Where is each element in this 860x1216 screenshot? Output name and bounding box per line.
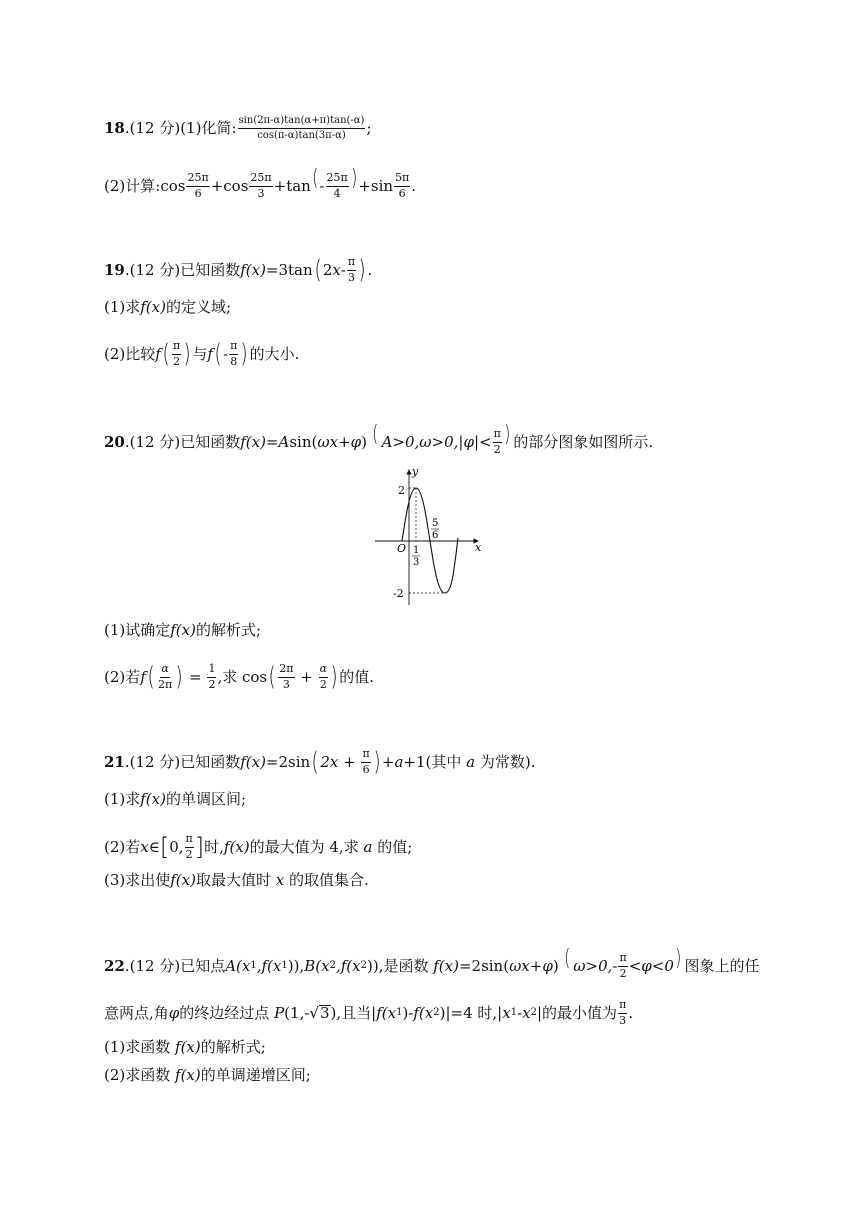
tick-label-den: 6 — [432, 530, 439, 541]
left-bracket: [ — [159, 832, 170, 861]
text: (1)求 — [104, 298, 141, 316]
left-paren: ( — [162, 338, 170, 369]
function-name: f — [155, 344, 161, 363]
x-axis-label: x — [475, 541, 482, 554]
punct: . — [411, 176, 417, 195]
text: (2)若 — [104, 837, 141, 856]
text: cos — [160, 176, 186, 195]
fraction-denominator: 3 — [619, 1013, 627, 1027]
fraction — [229, 340, 238, 368]
sine-curve — [402, 488, 458, 593]
function-name: f(x) — [433, 956, 459, 975]
fraction-numerator: 25π — [326, 172, 349, 187]
text: ωx+φ — [317, 432, 362, 451]
left-paren: ( — [563, 946, 571, 972]
text: =A — [265, 432, 290, 451]
variable: P — [274, 1003, 285, 1022]
question-text: .(12 分)已知函数 — [124, 432, 241, 451]
left-paren: ( — [314, 254, 322, 285]
question-number: 18 — [104, 118, 125, 137]
left-paren: ( — [214, 338, 222, 369]
fraction-numerator: π — [618, 952, 627, 967]
fraction — [394, 172, 410, 200]
text: 的终边经过点 — [179, 1003, 275, 1022]
text: +sin — [358, 176, 394, 195]
question-text: .(12 分)已知函数 — [124, 752, 241, 771]
right-paren: ) — [330, 661, 338, 692]
fraction-numerator: π — [172, 340, 181, 355]
text: 的单调区间; — [165, 790, 247, 808]
text: 时, — [204, 837, 224, 856]
text: 的值; — [372, 837, 413, 856]
fraction-denominator: 6 — [194, 186, 202, 200]
function-name: f(x) — [240, 432, 266, 451]
text: (1)求 — [104, 790, 141, 808]
right-paren: ) — [373, 746, 381, 777]
text: ∈ — [148, 837, 160, 856]
tick-label-den: 3 — [413, 557, 420, 568]
fraction — [319, 663, 328, 691]
variable: x — [275, 871, 285, 889]
text: 的值. — [339, 667, 375, 686]
fraction-numerator: α — [319, 663, 328, 678]
fraction-denominator: 6 — [362, 762, 370, 776]
fraction-denominator: 2 — [208, 677, 216, 691]
text: ),且当| — [330, 1003, 377, 1022]
text: ,f(x — [256, 956, 282, 975]
text: ) — [552, 956, 559, 975]
q20-part1 — [104, 623, 261, 638]
fraction — [172, 340, 181, 368]
sine-graph — [370, 460, 500, 610]
right-paren: ) — [358, 254, 366, 285]
text: ,f(x — [335, 956, 361, 975]
text: )- — [402, 1003, 414, 1022]
text: + — [295, 667, 318, 686]
left-paren: ( — [311, 746, 319, 777]
q20-part2 — [104, 663, 374, 691]
q22-part1 — [104, 1040, 266, 1055]
text: = — [184, 667, 207, 686]
text: (2)比较 — [104, 344, 156, 363]
text: sin( — [289, 432, 318, 451]
text: )), — [287, 956, 305, 975]
fraction — [618, 999, 627, 1027]
subscript: 2 — [530, 1007, 537, 1019]
variable: φ — [168, 1003, 180, 1022]
variable: a — [363, 837, 373, 856]
question-number: 20 — [104, 432, 125, 451]
text: f(x — [413, 1003, 434, 1022]
text: 2x + — [320, 752, 361, 771]
text: x — [502, 1003, 511, 1022]
text: - — [340, 260, 346, 279]
variable: x — [140, 837, 149, 856]
left-paren: ( — [372, 422, 379, 448]
fraction — [326, 172, 349, 200]
fraction-denominator: 2 — [493, 442, 501, 456]
text: 与 — [192, 344, 208, 363]
text: 的部分图象如图所示. — [513, 432, 654, 451]
fraction-denominator: 2 — [619, 966, 627, 980]
punct: ; — [366, 118, 372, 137]
fraction — [278, 663, 294, 691]
right-bracket: ] — [194, 832, 205, 861]
text: + — [381, 752, 395, 771]
punct: . — [628, 1003, 634, 1022]
right-paren: ) — [183, 338, 191, 369]
text: 的最大值为 4,求 — [249, 837, 364, 856]
question-text: .(12 分)(1)化简: — [124, 118, 237, 137]
q21-part3 — [104, 873, 369, 888]
fraction-denominator: 2 — [319, 677, 327, 691]
text: A(x — [225, 956, 251, 975]
q18-line2 — [104, 166, 417, 200]
text: <φ<0 — [628, 956, 674, 975]
sqrt — [309, 1005, 330, 1021]
fraction-denominator: 4 — [333, 186, 341, 200]
text: (2)若 — [104, 667, 141, 686]
fraction-numerator: π — [493, 428, 502, 443]
text: B(x — [304, 956, 330, 975]
q19-part2 — [104, 340, 299, 368]
text: 的大小. — [249, 344, 300, 363]
part-label: (2)计算: — [104, 176, 161, 195]
text: +1(其中 — [403, 752, 467, 771]
subscript: 2 — [329, 960, 336, 972]
q19-part1 — [104, 300, 231, 315]
text: 意两点,角 — [104, 1003, 169, 1022]
variable: a — [394, 752, 404, 771]
text: =3tan — [265, 260, 313, 279]
text: 取最大值时 — [195, 871, 276, 889]
fraction-denominator: 6 — [398, 186, 406, 200]
variable: x — [332, 260, 341, 279]
text: 的解析式; — [195, 621, 262, 639]
punct: . — [367, 260, 373, 279]
q22-line2 — [104, 999, 633, 1027]
q19-line1 — [104, 256, 372, 284]
function-name: f(x) — [240, 260, 266, 279]
text: |的最小值为 — [537, 1003, 618, 1022]
subscript: 2 — [360, 960, 367, 972]
fraction-numerator: 25π — [249, 172, 272, 187]
text: (2)求函数 — [104, 1066, 176, 1084]
text: ,求 cos — [217, 667, 268, 686]
fraction-numerator: π — [347, 256, 356, 271]
q21-part2 — [104, 833, 412, 861]
text: )|=4 时,| — [439, 1003, 503, 1022]
fraction — [157, 663, 173, 691]
subscript: 1 — [250, 960, 257, 972]
fraction-numerator: π — [618, 999, 627, 1014]
text: (3)求出使 — [104, 871, 171, 889]
q22-part2 — [104, 1068, 311, 1083]
fraction-denominator: 2 — [185, 847, 193, 861]
fraction-denominator: 3 — [348, 270, 356, 284]
text: (1,- — [284, 1003, 310, 1022]
fraction-numerator: 2π — [278, 663, 294, 678]
tick-label-num: 1 — [413, 545, 420, 556]
right-paren: ) — [240, 338, 249, 369]
text: 图象上的任 — [684, 956, 760, 975]
fraction — [618, 952, 627, 980]
fraction-denominator: 2 — [173, 354, 181, 368]
left-paren: ( — [312, 166, 319, 192]
origin-label: O — [397, 542, 407, 555]
fraction-denominator: 2π — [157, 677, 173, 691]
fraction-denominator: 8 — [230, 354, 238, 368]
text: =2sin — [265, 752, 311, 771]
text: - — [319, 176, 325, 195]
right-paren: ) — [675, 946, 682, 972]
left-paren: ( — [268, 661, 276, 692]
fraction — [238, 115, 366, 141]
text: f(x — [376, 1003, 397, 1022]
right-paren: ) — [504, 422, 511, 448]
q18-line1 — [104, 115, 372, 141]
fraction-numerator: sin(2π-α)tan(α+π)tan(-α) — [238, 115, 366, 129]
q20-line1 — [104, 422, 654, 456]
fraction-numerator: 5π — [394, 172, 410, 187]
right-paren: ) — [351, 166, 358, 192]
subscript: 2 — [433, 1007, 440, 1019]
text: x — [522, 1003, 531, 1022]
function-name: f(x) — [170, 871, 196, 889]
fraction-numerator: 25π — [186, 172, 209, 187]
fraction — [185, 833, 194, 861]
text: - — [517, 1003, 523, 1022]
tick-label-num: 5 — [432, 518, 439, 529]
fraction — [361, 748, 370, 776]
fraction-numerator: π — [185, 833, 194, 848]
fraction-denominator: cos(π-α)tan(3π-α) — [257, 129, 346, 141]
function-name: f(x) — [170, 621, 196, 639]
y-max-label: 2 — [398, 484, 405, 497]
function-name: f(x) — [140, 298, 166, 316]
text: +cos — [210, 176, 249, 195]
text: =2sin( — [458, 956, 510, 975]
question-text: .(12 分)已知函数 — [124, 260, 241, 279]
text: - — [223, 344, 229, 363]
y-min-label: -2 — [393, 587, 404, 600]
text: 2 — [322, 260, 333, 279]
text: ) — [361, 432, 367, 451]
function-name: f(x) — [175, 1038, 201, 1056]
subscript: 1 — [510, 1007, 518, 1019]
text: 的解析式; — [200, 1038, 266, 1056]
text: 的取值集合. — [284, 871, 369, 889]
text: (1)求函数 — [104, 1038, 176, 1056]
question-number: 19 — [104, 260, 125, 279]
text: ω>0,- — [573, 956, 618, 975]
left-paren: ( — [147, 661, 155, 692]
text: 的单调递增区间; — [200, 1066, 311, 1084]
fraction-numerator: α — [160, 663, 169, 678]
function-name: f(x) — [175, 1066, 201, 1084]
question-number: 21 — [104, 752, 125, 771]
text: 是函数 — [383, 956, 434, 975]
fraction-numerator: 1 — [207, 663, 216, 678]
function-name: f — [140, 667, 146, 686]
function-name: f(x) — [223, 837, 250, 856]
fraction-numerator: π — [361, 748, 370, 763]
fraction — [186, 172, 209, 200]
right-paren: ) — [175, 661, 183, 692]
function-name: f(x) — [140, 790, 166, 808]
y-axis-label: y — [412, 465, 419, 478]
text: +tan — [273, 176, 311, 195]
q21-line1 — [104, 748, 535, 776]
fraction — [207, 663, 216, 691]
text: 0, — [169, 837, 184, 856]
fraction — [493, 428, 502, 456]
question-text: .(12 分)已知点 — [124, 956, 226, 975]
subscript: 1 — [396, 1007, 403, 1019]
sqrt-sign: √ — [309, 1004, 319, 1023]
function-name: f(x) — [240, 752, 266, 771]
subscript: 1 — [281, 960, 288, 972]
fraction-denominator: 3 — [282, 677, 290, 691]
question-number: 22 — [104, 956, 125, 975]
text: ωx+φ — [509, 956, 553, 975]
variable: a — [466, 752, 476, 771]
fraction — [249, 172, 272, 200]
text: 的定义域; — [165, 298, 232, 316]
function-name: f — [207, 344, 213, 363]
fraction-denominator: 3 — [257, 186, 265, 200]
fraction-numerator: π — [229, 340, 238, 355]
text: 为常数). — [475, 752, 536, 771]
text: )), — [366, 956, 384, 975]
q21-part1 — [104, 792, 246, 807]
q22-line1 — [104, 946, 760, 980]
sqrt-radicand: 3 — [319, 1004, 330, 1023]
fraction — [347, 256, 356, 284]
text: (1)试确定 — [104, 621, 171, 639]
text: A>0,ω>0,|φ|< — [381, 432, 492, 451]
